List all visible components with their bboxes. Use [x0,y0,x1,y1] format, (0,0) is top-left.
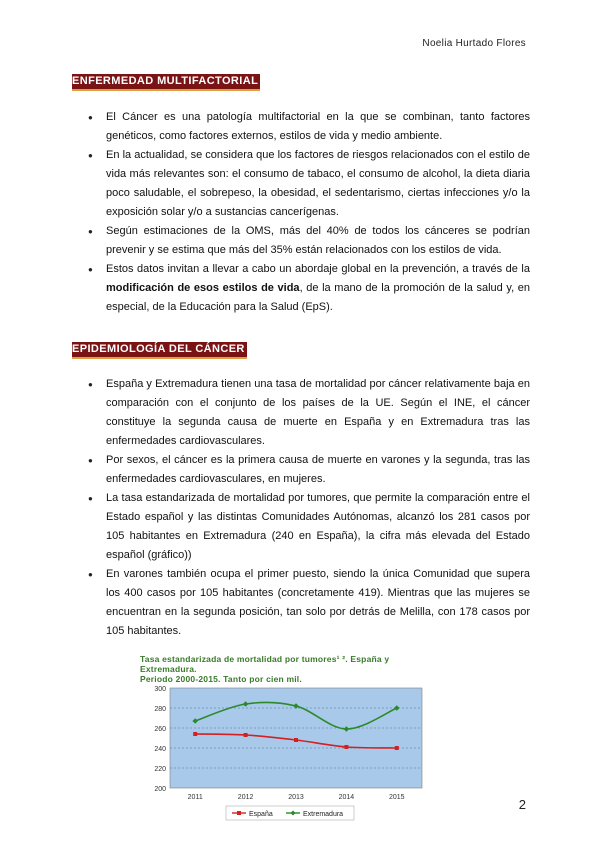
list-item-text: Estos datos invitan a llevar a cabo un abordaje global en la prevención, a través de la [106,263,530,275]
section-heading-multifactorial: ENFERMEDAD MULTIFACTORIAL [72,74,260,91]
list-item: ● En varones también ocupa el primer puesto, siendo la única Comunidad que supera los 400 casos por 105 habitantes (concretamente 419). Mientras que las mujeres se encuentran en la segunda posición, tan solo por detrás de Melilla, con 178 casos por 105 habitantes. [84,565,530,641]
list-item: ● La tasa estandarizada de mortalidad por tumores, que permite la comparación entre el Estado español y las distintas Comunidades Autónomas, alcanzó los 281 casos por 105 habitantes en Extremadura (240 en España), la cifra más elevada del Estado español (gráfico)) [84,489,530,565]
x-tick-label: 2014 [338,794,355,801]
x-tick-label: 2011 [187,794,203,801]
list-item: ● España y Extremadura tienen una tasa de mortalidad por cáncer relativamente baja en comparación con el conjunto de los países de la UE. Según el INE, el cáncer constituye la segunda causa de muerte en España y en Extremadura tras las enfermedades cardiovasculares. [84,375,530,451]
y-tick-label: 200 [154,786,166,793]
data-point [244,733,248,737]
legend-label: Extremadura [303,811,344,818]
list-item [84,260,530,317]
legend-marker [237,811,241,815]
data-point [294,738,298,742]
x-tick-label: 2013 [288,794,304,801]
mortality-chart [140,654,440,819]
chart-title: Tasa estandarizada de mortalidad por tumores¹ ². España y Extremadura. [140,654,390,674]
bullet-list-multifactorial [84,108,530,317]
list-item: ● Por sexos, el cáncer es la primera causa de muerte en varones y la segunda, tras las enfermedades cardiovasculares, en mujeres. [84,451,530,489]
chart-canvas [140,684,440,827]
y-tick-label: 260 [154,726,166,733]
data-point [395,746,399,750]
chart-subtitle: Periodo 2000-2015. Tanto por cien mil. [140,674,302,684]
y-tick-label: 300 [154,686,166,693]
emphasis-text: modificación de esos estilos de vida [106,282,300,294]
author-name: Noelia Hurtado Flores [422,38,526,49]
list-item: ● En la actualidad, se considera que los factores de riesgos relacionados con el estilo de vida más relevantes son: el consumo de tabaco, el consumo de alcohol, la dieta diaria poco saludable, el sobrepeso, la obesidad, el sedentarismo, ciertas infecciones y/o la exposición solar y/o a sustancias cancerígenas. [84,146,530,222]
y-tick-label: 220 [154,766,166,773]
y-tick-label: 240 [154,746,166,753]
list-item: ● El Cáncer es una patología multifactorial en la que se combinan, tanto factores genéticos, como factores externos, estilos de vida y medio ambiente. [84,108,530,146]
x-tick-label: 2015 [389,794,405,801]
legend-label: España [249,811,273,818]
x-tick-label: 2012 [237,794,254,801]
page-number: 2 [518,797,526,812]
section-heading-epidemiologia: EPIDEMIOLOGÍA DEL CÁNCER [72,342,247,359]
data-point [193,732,197,736]
list-item-text: , de la mano de la promoción de la salud y, en especial, de la Educación para la Salud (EpS). [106,282,530,313]
data-point [344,745,348,749]
y-tick-label: 280 [154,706,166,713]
list-item: ● Según estimaciones de la OMS, más del 40% de todos los cánceres se podrían prevenir y se estima que más del 35% están relacionados con los estilos de vida. [84,222,530,260]
bullet-list-epidemiologia [84,375,530,641]
